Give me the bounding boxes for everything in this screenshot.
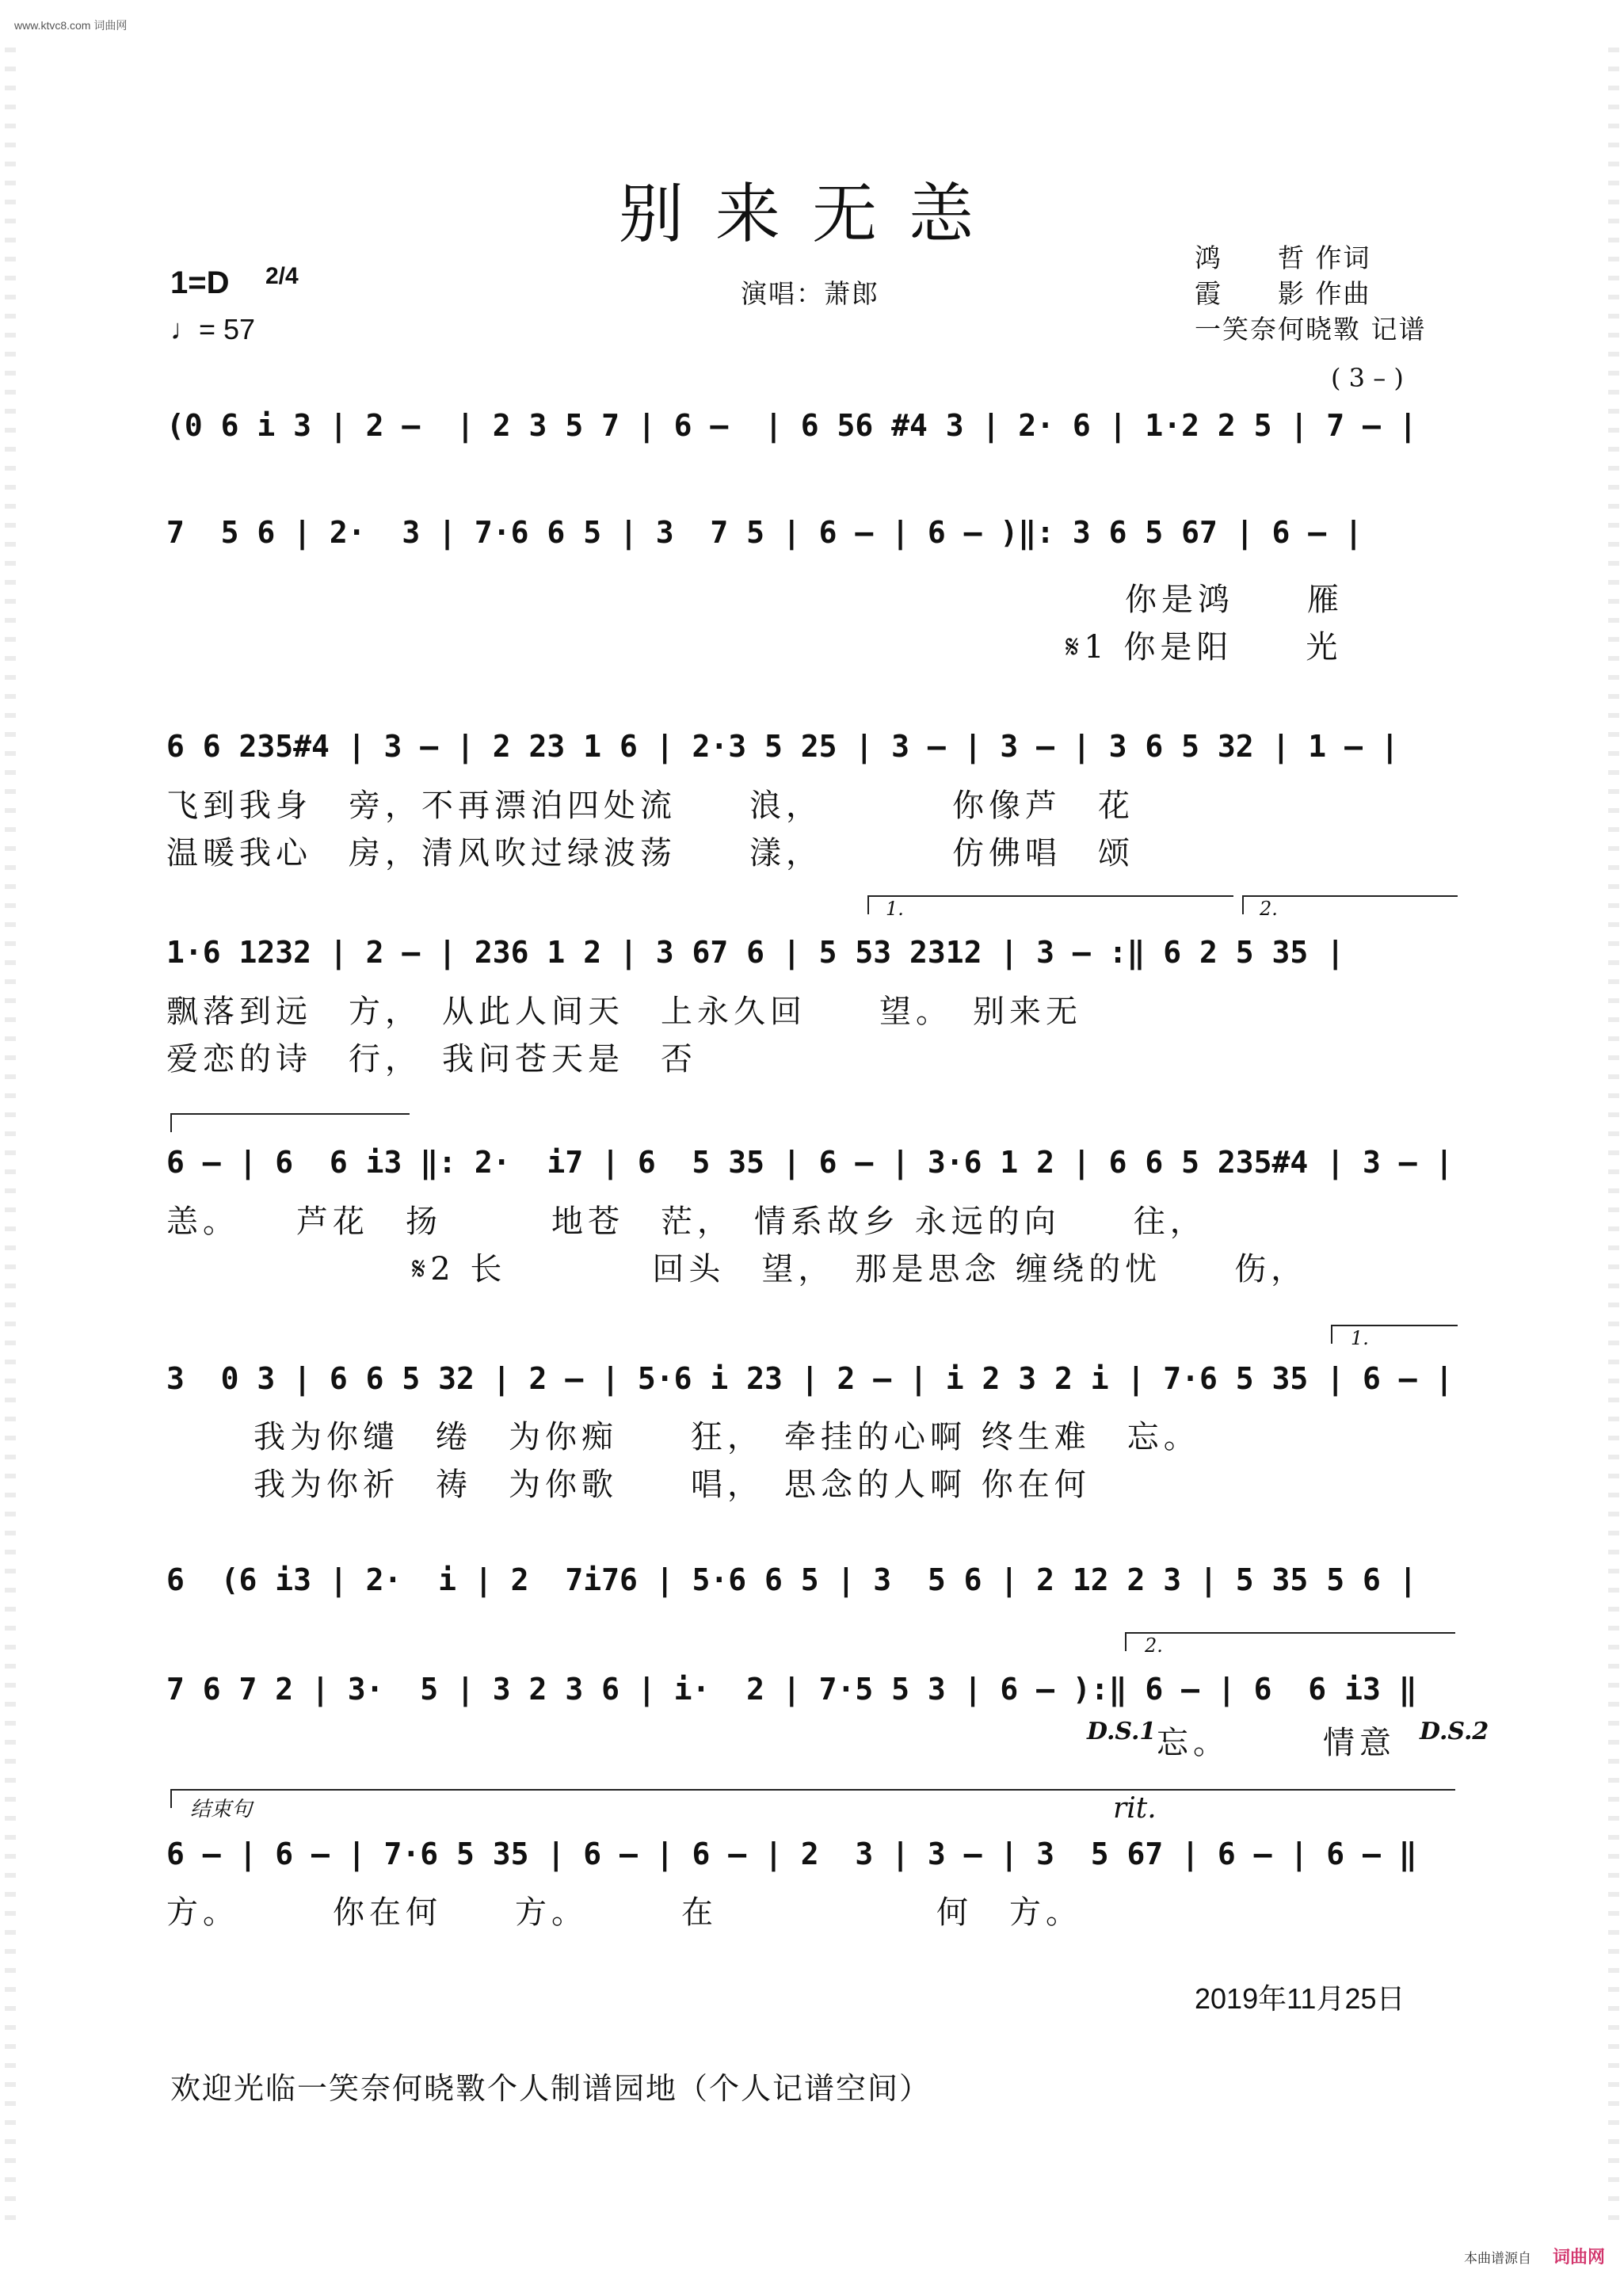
lyric-line-5a: 恙。 芦花 扬 地苍 茫， 情系故乡 永远的向 往，	[166, 1203, 1207, 1240]
lyric-line-5b: 𝄋2 长 回头 望， 那是思念 缠绕的忧 伤，	[412, 1251, 1308, 1287]
notation-line-4: 1·6 1232 | 2 – | 236 1 2 | 3 67 6 | 5 53 2312 | 3 – :‖ 6 2 5 35 |	[166, 935, 1345, 970]
ritardando-marking: rit.	[1113, 1792, 1157, 1825]
volta-bracket-c2	[1125, 1632, 1455, 1651]
key-signature: 1=D	[170, 265, 230, 300]
composer-credit: 霞 影 作曲	[1195, 278, 1371, 309]
notation-line-1: (0 6 i 3 | 2 – | 2 3 5 7 | 6 – | 6 56 #4 3 | 2· 6 | 1·2 2 5 | 7 – |	[166, 408, 1417, 443]
site-watermark: www.ktvc8.com 词曲网	[14, 19, 128, 32]
lyric-line-6b: 我为你祈 祷 为你歌 唱， 思念的人啊 你在何	[254, 1467, 1091, 1503]
notation-line-5: 6 – | 6 6 i3 ‖: 2· i7 | 6 5 35 | 6 – | 3·6 1 2 | 6 6 5 235#4 | 3 – |	[166, 1145, 1454, 1180]
lyric-line-4b: 爱恋的诗 行， 我问苍天是 否	[166, 1041, 697, 1078]
lyricist-credit: 鸿 哲 作词	[1195, 242, 1371, 273]
notation-line-8: 7 6 7 2 | 3· 5 | 3 2 3 6 | i· 2 | 7·5 5 3 | 6 – ):‖ 6 – | 6 6 i3 ‖	[166, 1672, 1417, 1707]
lyric-line-8: 忘。 情意	[1157, 1725, 1396, 1761]
notation-line-2: 7 5 6 | 2· 3 | 7·6 6 5 | 3 7 5 | 6 – | 6 – )‖: 3 6 5 67 | 6 – |	[166, 515, 1363, 550]
dal-segno-1: D.S.1	[1087, 1718, 1157, 1745]
lyric-line-9: 方。 你在何 方。 在 何 方。	[166, 1894, 1082, 1931]
corner-source-text: 本曲谱源自	[1464, 2251, 1531, 2266]
volta-bracket-b1	[170, 1113, 410, 1132]
lyric-line-2a: 你是鸿 雁	[1125, 582, 1344, 618]
notation-line-6: 3 0 3 | 6 6 5 32 | 2 – | 5·6 i 23 | 2 – | i 2 3 2 i | 7·6 5 35 | 6 – |	[166, 1361, 1454, 1396]
notation-line-3: 6 6 235#4 | 3 – | 2 23 1 6 | 2·3 5 25 | 3 – | 3 – | 3 6 5 32 | 1 – |	[166, 729, 1399, 764]
volta-label-1: 1.	[886, 898, 904, 920]
notation-line-9: 6 – | 6 – | 7·6 5 35 | 6 – | 6 – | 2 3 | 3 – | 3 5 67 | 6 – | 6 – ‖	[166, 1837, 1417, 1871]
lyric-line-6a: 我为你缱 绻 为你痴 狂， 牵挂的心啊 终生难 忘。	[254, 1419, 1200, 1455]
transcriber-credit: 一笑奈何晓斁 记谱	[1195, 314, 1427, 345]
singer: 演唱：萧郎	[741, 278, 879, 309]
song-title: 别来无恙	[618, 177, 1005, 252]
coda-label: 结束句	[190, 1797, 253, 1821]
volta-label-c2: 2.	[1145, 1634, 1163, 1657]
date: 2019年11月25日	[1195, 1982, 1405, 2015]
volta-label-c1: 1.	[1351, 1327, 1369, 1349]
dal-segno-2: D.S.2	[1420, 1718, 1489, 1745]
left-margin-watermark	[5, 48, 16, 2234]
time-signature: 2/4	[265, 263, 299, 289]
volta-bracket-c1	[1331, 1325, 1458, 1344]
volta-label-2: 2.	[1260, 898, 1278, 920]
right-margin-watermark	[1608, 48, 1619, 2234]
intro-bracket-note: ( 3 – )	[1331, 363, 1404, 393]
lyric-line-4a: 飘落到远 方， 从此人间天 上永久回 望。 别来无	[166, 994, 1082, 1030]
notation-line-7: 6 (6 i3 | 2· i | 2 7i76 | 5·6 6 5 | 3 5 6 | 2 12 2 3 | 5 35 5 6 |	[166, 1562, 1417, 1597]
coda-bracket	[170, 1789, 1455, 1808]
lyric-line-3b: 温暖我心 房，清风吹过绿波荡 漾， 仿佛唱 颂	[166, 835, 1134, 872]
footer-note: 欢迎光临一笑奈何晓斁个人制谱园地（个人记谱空间）	[170, 2071, 932, 2106]
lyric-line-3a: 飞到我身 旁，不再漂泊四处流 浪， 你像芦 花	[166, 788, 1134, 824]
lyric-line-2b: 𝄋1 你是阳 光	[1066, 629, 1343, 666]
corner-site-logo: 词曲网	[1553, 2247, 1606, 2267]
tempo-marking: ♩= 57	[170, 313, 256, 345]
volta-bracket-1	[867, 895, 1233, 914]
